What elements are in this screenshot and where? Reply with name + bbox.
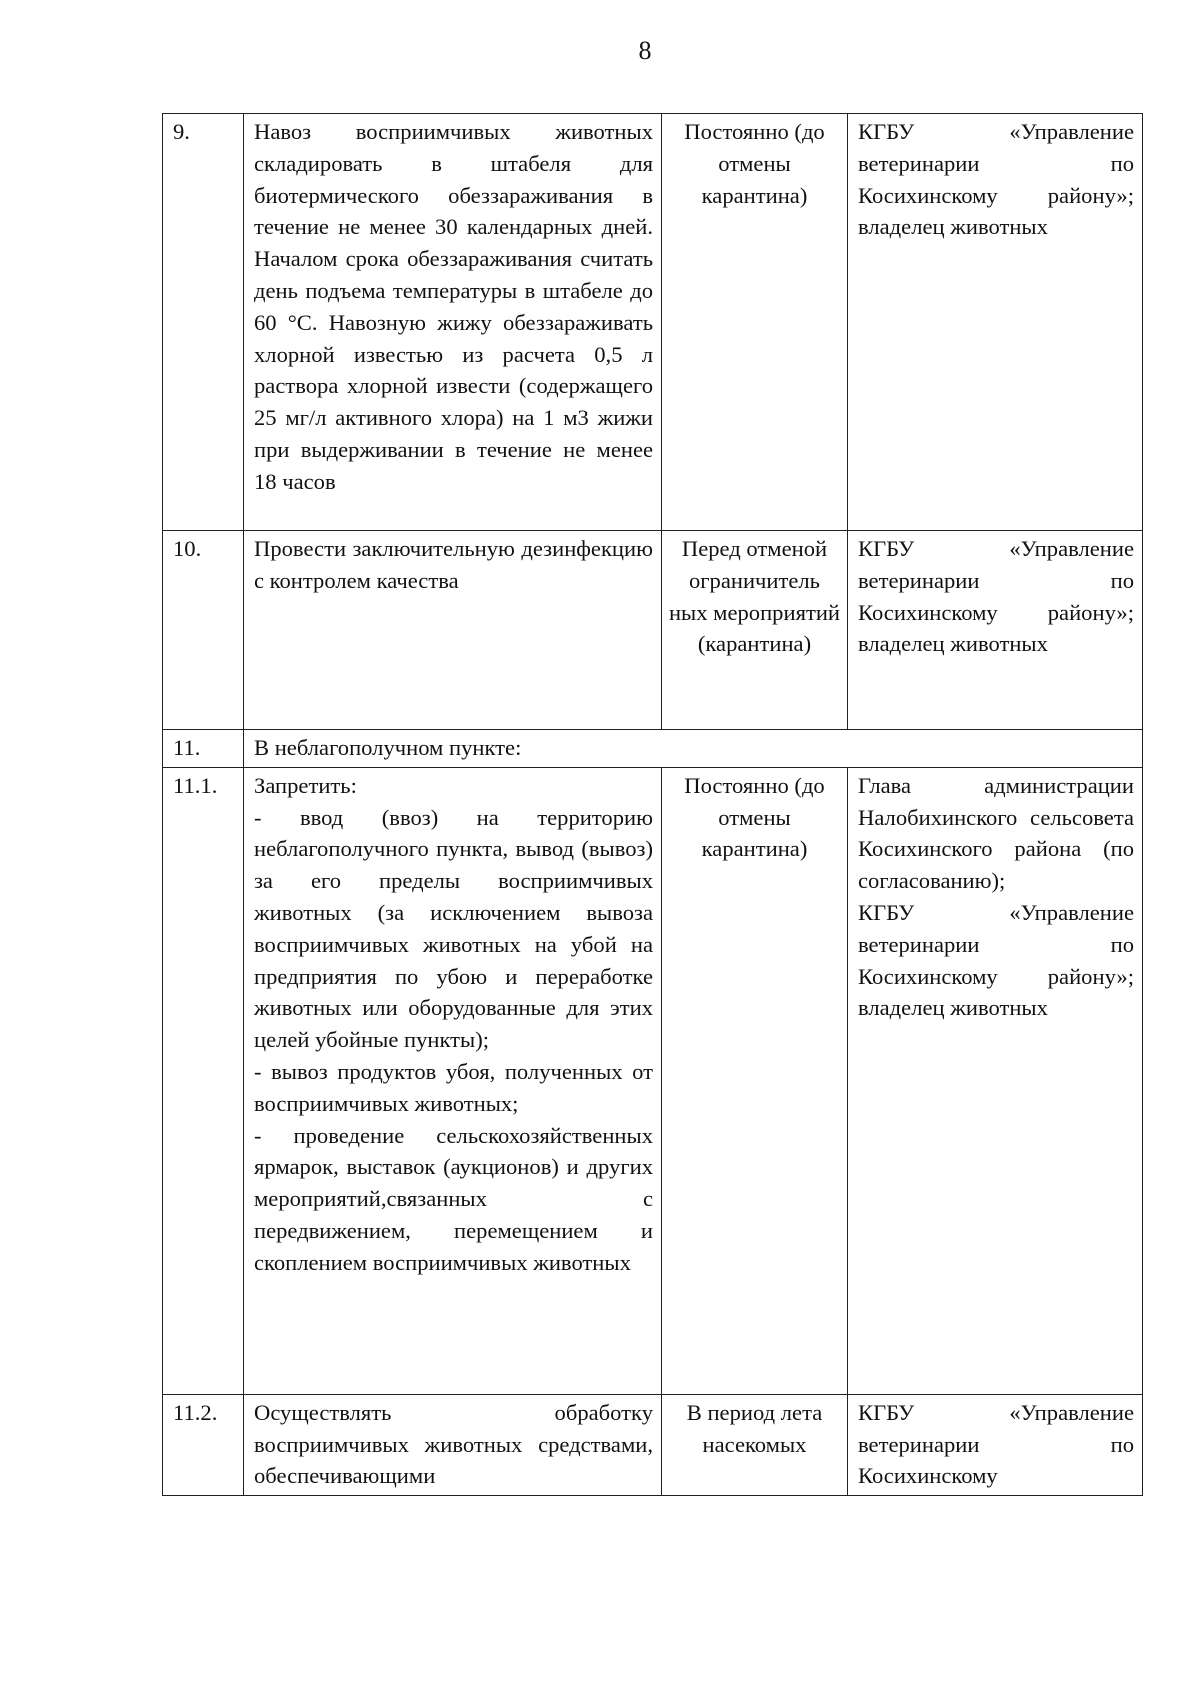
table-row (163, 730, 1143, 768)
measure-paragraph: - ввод (ввоз) на территорию неблагополучного пункта, вывод (вывоз) за его пределы восприимчивых животных (за исключением вывоза восприимчивых животных на убой на предприятия по убою и переработке животных или оборудованные для этих целей убойные пункты); (254, 804, 653, 1053)
responsible-paragraph: КГБУ «Управление ветеринарии по Косихинскому (858, 1399, 1134, 1489)
table-row (163, 1394, 1143, 1495)
measure-text (244, 767, 662, 1394)
measure-paragraph: Запретить: (254, 772, 357, 798)
measure-paragraph: Осуществлять обработку восприимчивых животных средствами, обеспечивающими (254, 1399, 653, 1489)
row-number: 11. (163, 730, 244, 768)
page-number: 8 (638, 36, 652, 65)
responsible-paragraph: КГБУ «Управление ветеринарии по Косихинскому району»; владелец животных (858, 536, 1134, 657)
measure-paragraph: Провести заключительную дезинфекцию с контролем качества (254, 536, 653, 593)
row-number: 11.1. (163, 767, 244, 1394)
table-row (163, 531, 1143, 730)
responsible-text (848, 114, 1143, 531)
term-text: В период лета насекомых (662, 1394, 848, 1495)
responsible-paragraph: КГБУ «Управление ветеринарии по Косихинскому району»; владелец животных (858, 119, 1134, 240)
responsible-text (848, 767, 1143, 1394)
term-text: Постоянно (до отмены карантина) (662, 114, 848, 531)
measures-table (162, 113, 1143, 1496)
section-heading (244, 730, 1143, 768)
responsible-text (848, 1394, 1143, 1495)
term-text: Перед отменой ограничитель ных мероприятий (карантина) (662, 531, 848, 730)
row-number: 10. (163, 531, 244, 730)
row-number: 9. (163, 114, 244, 531)
measure-paragraph: В неблагополучном пункте: (254, 735, 522, 760)
responsible-text (848, 531, 1143, 730)
measure-paragraph: - вывоз продуктов убоя, полученных от восприимчивых животных; (254, 1058, 653, 1116)
table-row (163, 767, 1143, 1394)
term-text: Постоянно (до отмены карантина) (662, 767, 848, 1394)
measure-paragraph: - проведение сельскохозяйственных ярмарок, выставок (аукционов) и других мероприятий,связанных с передвижением, перемещением и скоплением восприимчивых животных (254, 1122, 653, 1275)
responsible-paragraph: Глава администрации Налобихинского сельсовета Косихинского района (по согласованию); (858, 772, 1134, 894)
measure-text (244, 531, 662, 730)
measure-paragraph: Навоз восприимчивых животных складировать в штабеля для биотермического обеззараживания в течение не менее 30 календарных дней. Началом срока обеззараживания считать день подъема температуры в штабеле до 60 °С. Навозную жижу обеззараживать хлорной известью из расчета 0,5 л раствора хлорной извести (содержащего 25 мг/л активного хлора) на 1 м3 жижи при выдерживании в течение не менее 18 часов (254, 119, 653, 494)
measure-text (244, 114, 662, 531)
row-number: 11.2. (163, 1394, 244, 1495)
table-row (163, 114, 1143, 531)
responsible-paragraph: КГБУ «Управление ветеринарии по Косихинскому району»; владелец животных (858, 899, 1134, 1021)
measure-text (244, 1394, 662, 1495)
